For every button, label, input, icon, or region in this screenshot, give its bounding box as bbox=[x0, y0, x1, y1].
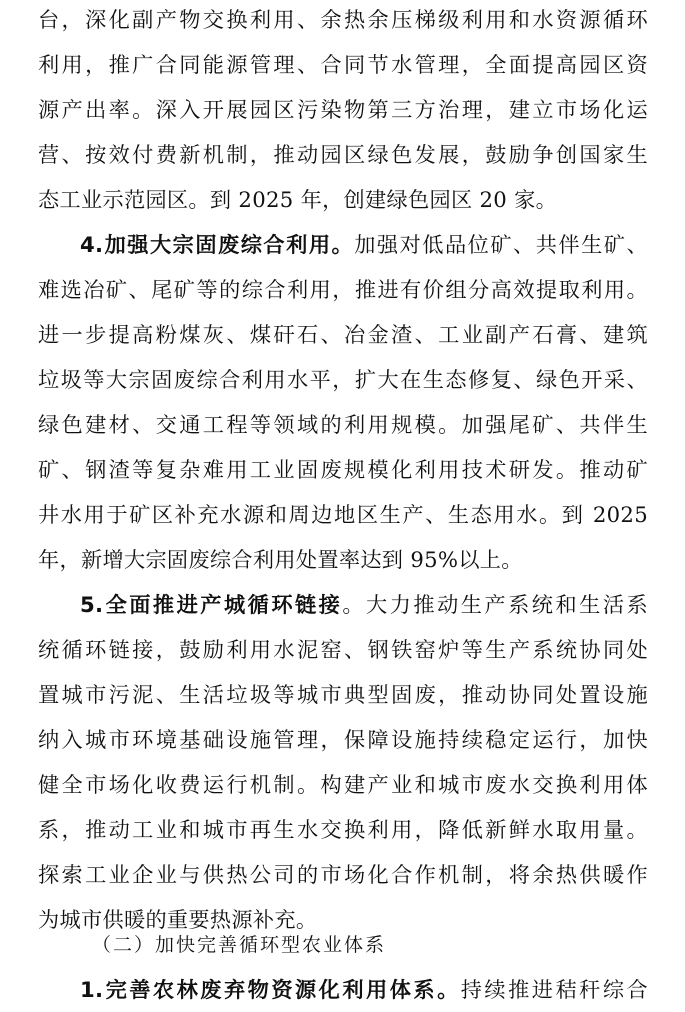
paragraph-line: 垃圾等大宗固废综合利用水平，扩大在生态修复、绿色开采、 bbox=[38, 367, 648, 392]
paragraph-line: 年，新增大宗固废综合利用处置率达到 95%以上。 bbox=[38, 547, 523, 572]
section-5-heading: 5.全面推进产城循环链接 bbox=[80, 592, 343, 617]
section-5-first-line bbox=[80, 590, 648, 620]
paragraph-line: 健全市场化收费运行机制。构建产业和城市废水交换利用体 bbox=[38, 772, 648, 797]
paragraph-line: 矿、钢渣等复杂难用工业固废规模化利用技术研发。推动矿 bbox=[38, 457, 648, 482]
paragraph-line: 源产出率。深入开展园区污染物第三方治理，建立市场化运 bbox=[38, 97, 648, 122]
section-1-heading: 1.完善农林废弃物资源化利用体系。 bbox=[80, 977, 461, 1002]
subsection-heading: （二）加快完善循环型农业体系 bbox=[92, 934, 387, 956]
paragraph-line: 进一步提高粉煤灰、煤矸石、冶金渣、工业副产石膏、建筑 bbox=[38, 322, 648, 347]
section-1-first-line bbox=[80, 975, 648, 1005]
paragraph-line: 态工业示范园区。到 2025 年，创建绿色园区 20 家。 bbox=[38, 187, 558, 212]
paragraph-line: 统循环链接，鼓励利用水泥窑、钢铁窑炉等生产系统协同处 bbox=[38, 637, 648, 662]
paragraph-line: 为城市供暖的重要热源补充。 bbox=[38, 907, 318, 932]
paragraph-line: 井水用于矿区补充水源和周边地区生产、生态用水。到 2025 bbox=[38, 502, 648, 527]
paragraph-line: 难选冶矿、尾矿等的综合利用，推进有价组分高效提取利用。 bbox=[38, 277, 648, 302]
paragraph-line: 利用，推广合同能源管理、合同节水管理，全面提高园区资 bbox=[38, 52, 648, 77]
section-5-text: 。大力推动生产系统和生活系 bbox=[342, 592, 648, 617]
section-4-text: 加强对低品位矿、共伴生矿、 bbox=[354, 232, 648, 257]
paragraph-line: 绿色建材、交通工程等领域的利用规模。加强尾矿、共伴生 bbox=[38, 412, 648, 437]
paragraph-line: 营、按效付费新机制，推动园区绿色发展，鼓励争创国家生 bbox=[38, 142, 648, 167]
paragraph-line: 探索工业企业与供热公司的市场化合作机制，将余热供暖作 bbox=[38, 862, 648, 887]
paragraph-line: 置城市污泥、生活垃圾等城市典型固废，推动协同处置设施 bbox=[38, 682, 648, 707]
paragraph-line: 纳入城市环境基础设施管理，保障设施持续稳定运行，加快 bbox=[38, 727, 648, 752]
paragraph-line: 台，深化副产物交换利用、余热余压梯级利用和水资源循环 bbox=[38, 7, 648, 32]
section-4-first-line bbox=[80, 230, 648, 260]
section-1-text: 持续推进秸秆综合 bbox=[460, 977, 648, 1002]
section-4-heading: 4.加强大宗固废综合利用。 bbox=[80, 232, 355, 257]
paragraph-line: 系，推动工业和城市再生水交换利用，降低新鲜水取用量。 bbox=[38, 817, 648, 842]
